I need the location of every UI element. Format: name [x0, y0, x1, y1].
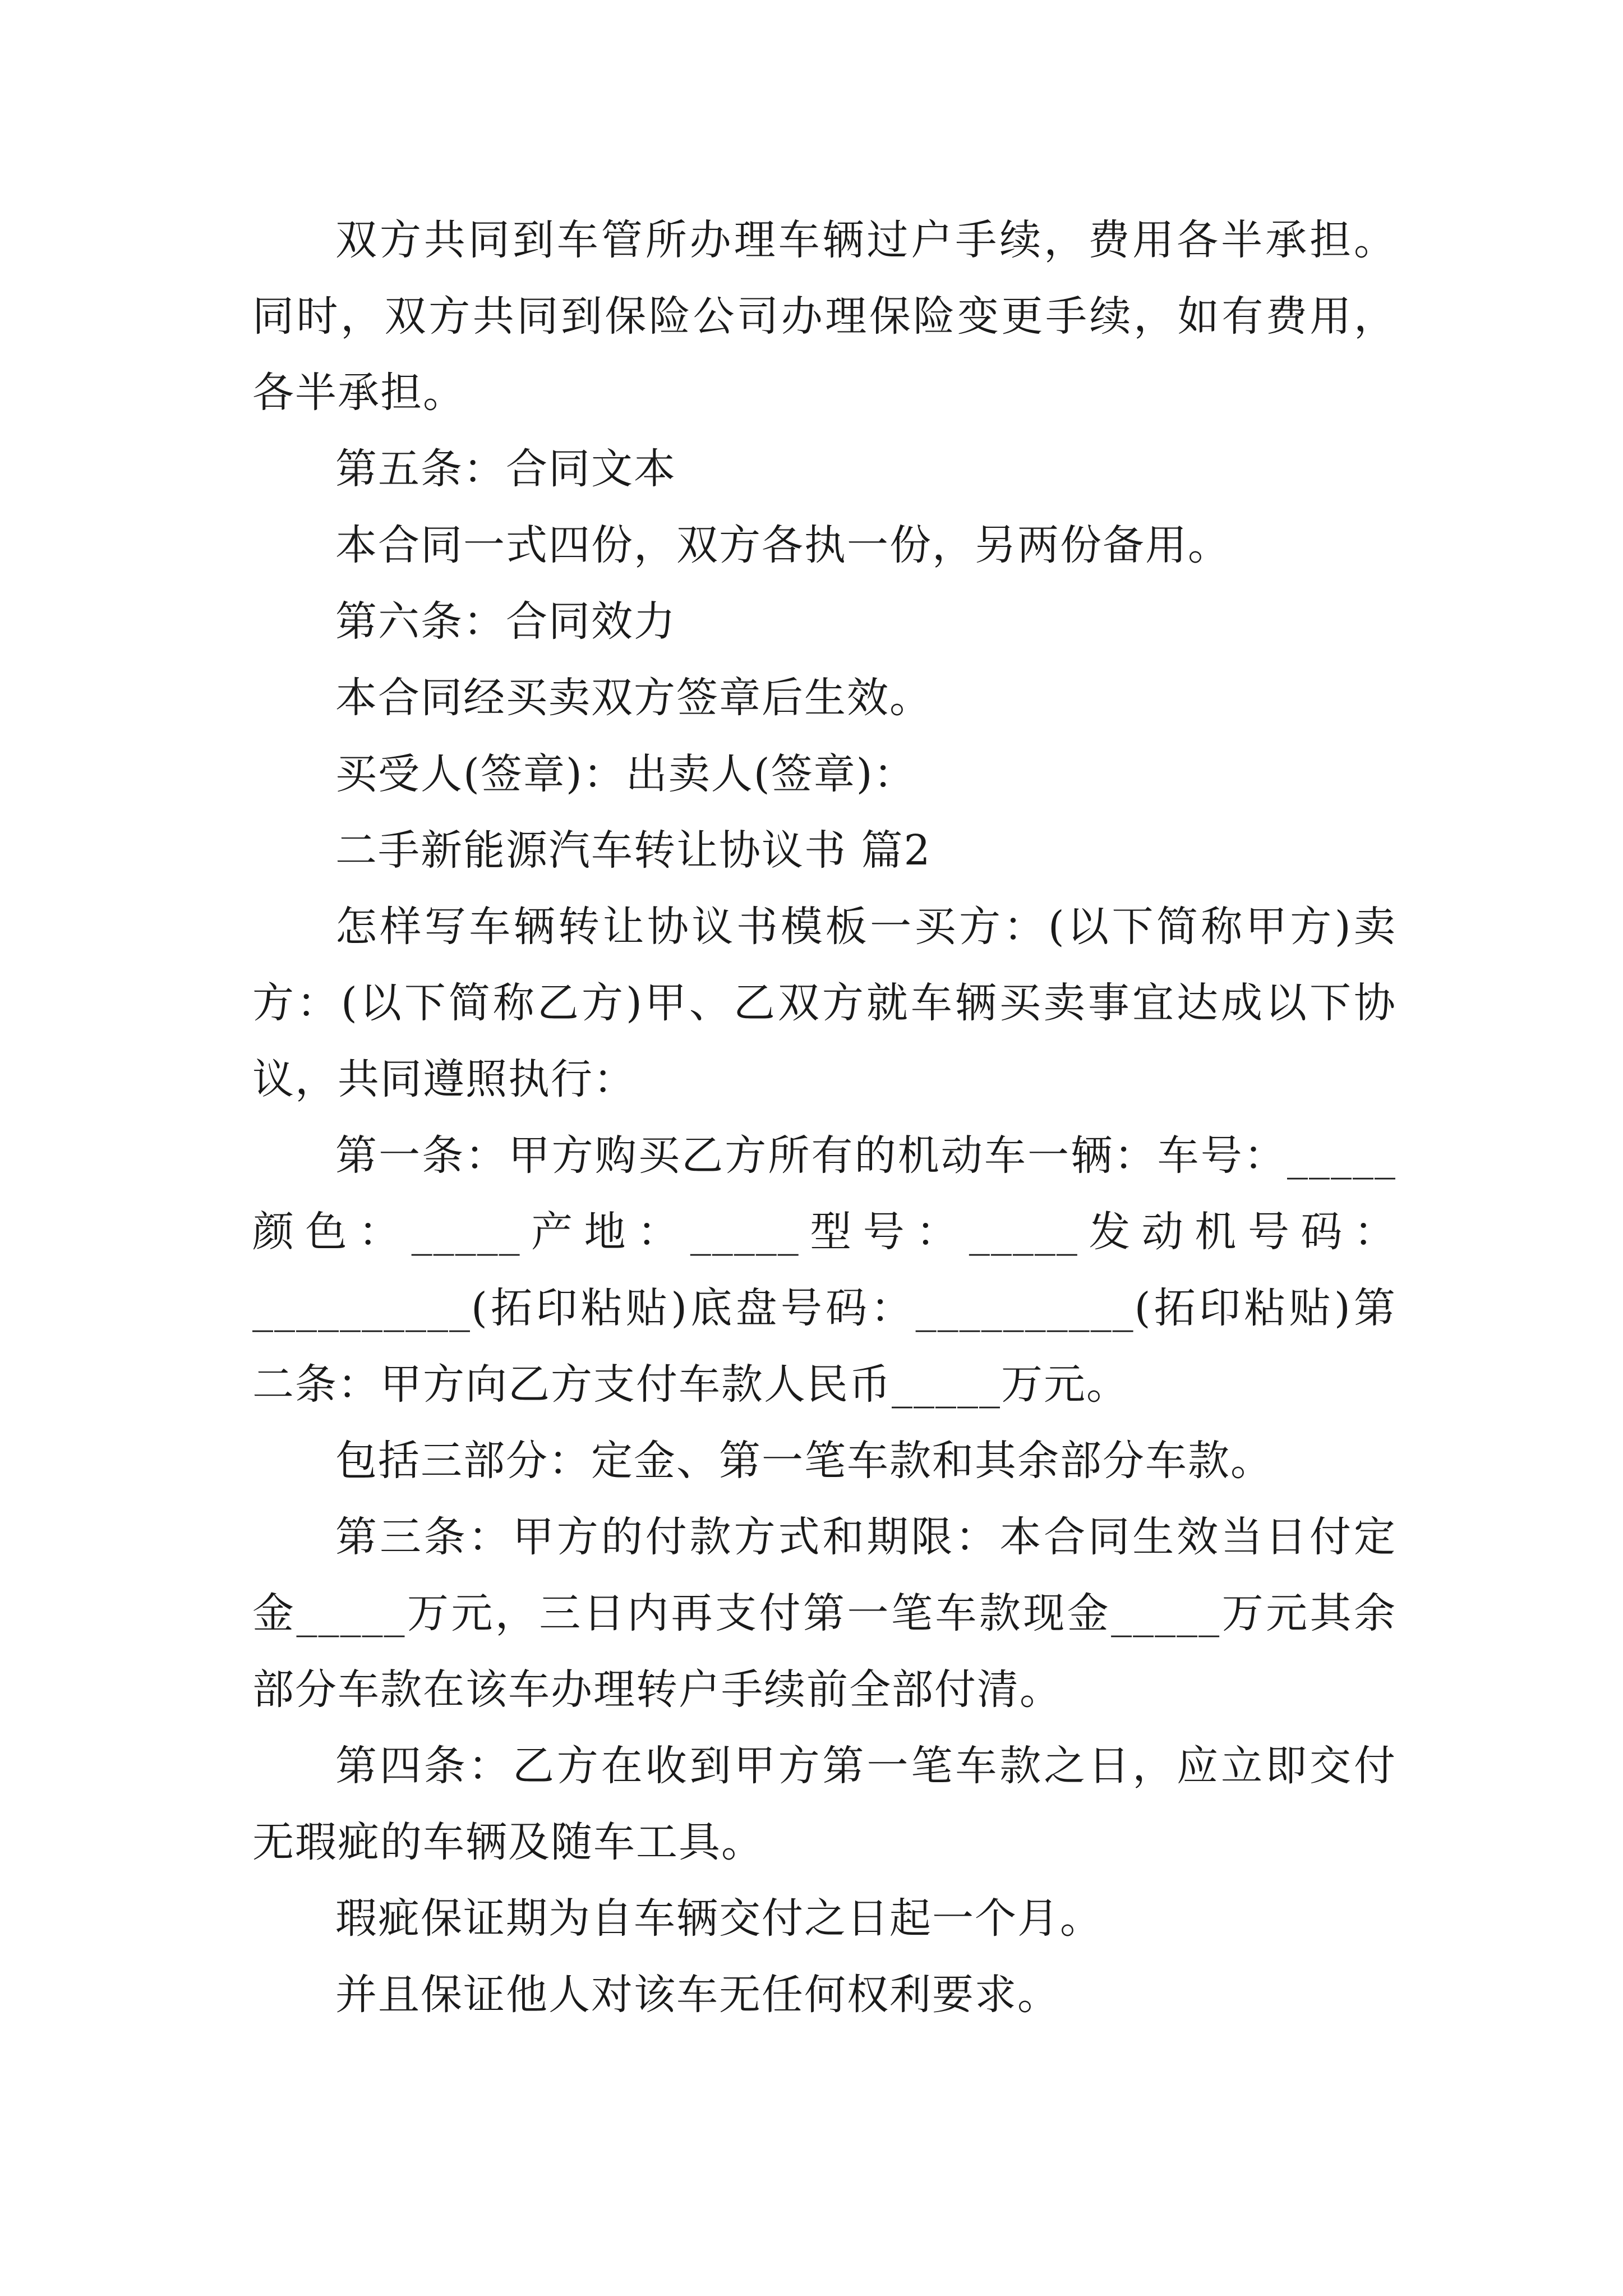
- paragraph-article-1: 第一条：甲方购买乙方所有的机动车一辆：车号：_____颜色：_____产地：_____型号：_____发动机号码：__________(拓印粘贴)底盘号码：__________(拓印粘贴)第二条：甲方向乙方支付车款人民币_____万元。: [252, 1131, 1396, 1409]
- paragraph-article-6-heading: 第六条：合同效力: [335, 597, 676, 646]
- paragraph-effectiveness: 本合同经买卖双方签章后生效。: [335, 674, 932, 722]
- section-title: 二手新能源汽车转让协议书 篇2: [335, 826, 932, 875]
- paragraph-no-third-party-claims: 并且保证他人对该车无任何权利要求。: [335, 1971, 1060, 2019]
- paragraph-article-3: 第三条：甲方的付款方式和期限：本合同生效当日付定金_____万元，三日内再支付第一笔车款现金_____万元其余部分车款在该车办理转户手续前全部付清。: [252, 1513, 1396, 1714]
- paragraph-article-5-heading: 第五条：合同文本: [335, 445, 676, 493]
- paragraph-copies: 本合同一式四份，双方各执一份，另两份备用。: [335, 521, 1230, 569]
- paragraph-signatures: 买受人(签章)：出卖人(签章)：: [335, 750, 916, 798]
- paragraph-warranty-period: 瑕疵保证期为自车辆交付之日起一个月。: [335, 1894, 1103, 1943]
- paragraph-article-4: 第四条：乙方在收到甲方第一笔车款之日，应立即交付无瑕疵的车辆及随车工具。: [252, 1742, 1396, 1866]
- paragraph-transfer-procedures: 双方共同到车管所办理车辆过户手续，费用各半承担。同时，双方共同到保险公司办理保险变更手续，如有费用，各半承担。: [252, 216, 1396, 417]
- paragraph-intro: 怎样写车辆转让协议书模板一买方：(以下简称甲方)卖方：(以下简称乙方)甲、乙双方就车辆买卖事宜达成以下协议，共同遵照执行：: [252, 903, 1396, 1103]
- document-body: [252, 202, 1396, 2033]
- paragraph-payment-parts: 包括三部分：定金、第一笔车款和其余部分车款。: [335, 1437, 1273, 1485]
